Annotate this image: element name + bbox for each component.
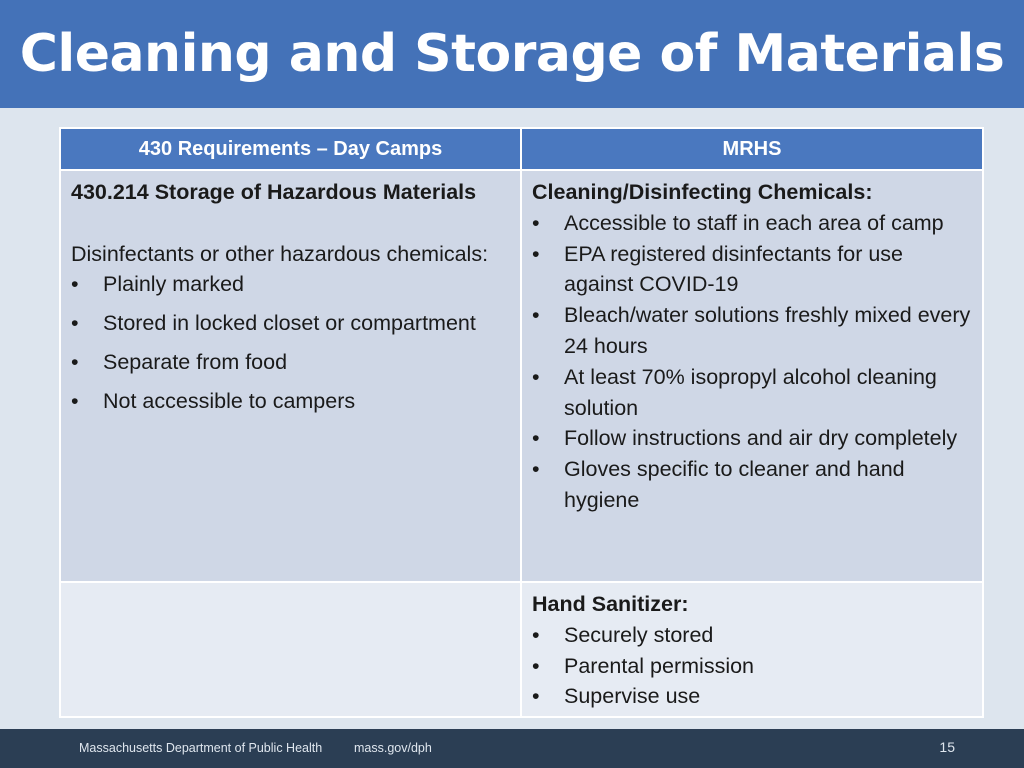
list-item: • Parental permission xyxy=(532,651,972,682)
list-item: • Gloves specific to cleaner and hand hygiene xyxy=(532,454,972,516)
column-header-requirements: 430 Requirements – Day Camps xyxy=(60,128,521,170)
list-item: • At least 70% isopropyl alcohol cleaning solution xyxy=(532,362,972,424)
hand-sanitizer-cell xyxy=(521,582,983,717)
column-header-mrhs: MRHS xyxy=(521,128,983,170)
bullet-icon: • xyxy=(532,210,540,235)
bullet-icon: • xyxy=(532,241,540,266)
list-item: • Accessible to staff in each area of camp xyxy=(532,208,972,239)
list-item: • Bleach/water solutions freshly mixed every 24 hours xyxy=(532,300,972,362)
bullet-icon: • xyxy=(532,684,540,709)
bullet-icon: • xyxy=(71,388,79,413)
list-item: • Securely stored xyxy=(532,620,972,651)
cleaning-heading: Cleaning/Disinfecting Chemicals: xyxy=(532,180,873,204)
slide-title: Cleaning and Storage of Materials xyxy=(19,24,1005,84)
sanitizer-list xyxy=(532,620,972,712)
footer-organization: Massachusetts Department of Public Health xyxy=(79,741,323,755)
table-row xyxy=(60,582,983,717)
cleaning-chemicals-cell xyxy=(521,170,983,582)
requirements-table xyxy=(59,127,984,718)
bullet-icon: • xyxy=(532,364,540,389)
empty-cell xyxy=(60,582,521,717)
bullet-icon: • xyxy=(532,653,540,678)
bullet-icon: • xyxy=(71,349,79,374)
storage-requirements-cell xyxy=(60,170,521,582)
list-item: • Stored in locked closet or compartment xyxy=(71,308,510,339)
storage-list xyxy=(71,269,510,416)
list-item: • EPA registered disinfectants for use against COVID-19 xyxy=(532,239,972,301)
bullet-icon: • xyxy=(532,457,540,482)
list-item: • Separate from food xyxy=(71,347,510,378)
sanitizer-heading: Hand Sanitizer: xyxy=(532,592,689,616)
title-bar xyxy=(0,0,1024,108)
page-number: 15 xyxy=(939,739,955,755)
bullet-icon: • xyxy=(71,272,79,297)
storage-heading: 430.214 Storage of Hazardous Materials xyxy=(71,180,477,204)
cleaning-list xyxy=(532,208,972,516)
bullet-icon: • xyxy=(71,311,79,336)
storage-intro: Disinfectants or other hazardous chemicals: xyxy=(71,241,489,266)
list-item: • Not accessible to campers xyxy=(71,386,510,417)
bullet-icon: • xyxy=(532,303,540,328)
footer xyxy=(0,729,1024,768)
bullet-icon: • xyxy=(532,426,540,451)
list-item: • Follow instructions and air dry completely xyxy=(532,423,972,454)
list-item: • Supervise use xyxy=(532,681,972,712)
table-header-row xyxy=(60,128,983,170)
bullet-icon: • xyxy=(532,622,540,647)
footer-website: mass.gov/dph xyxy=(354,741,432,755)
list-item: • Plainly marked xyxy=(71,269,510,300)
table-row xyxy=(60,170,983,582)
